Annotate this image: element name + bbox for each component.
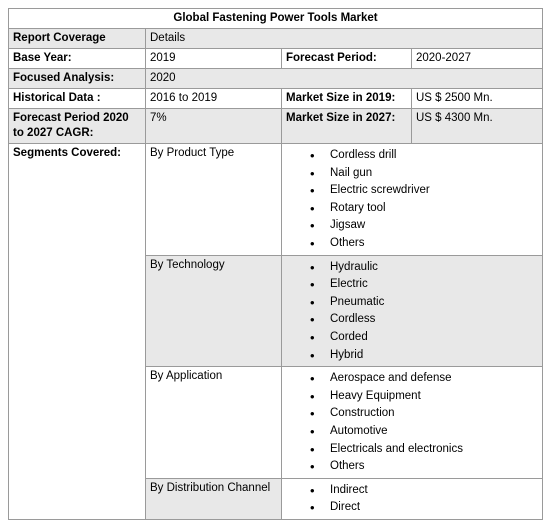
details-header: Details <box>146 29 543 49</box>
list-item: • Jigsaw <box>310 217 538 235</box>
segments-covered-label: Segments Covered: <box>9 144 146 520</box>
report-table-container <box>8 8 542 520</box>
list-item: • Cordless drill <box>310 147 538 165</box>
list-item: • Heavy Equipment <box>310 388 538 406</box>
list-item: • Pneumatic <box>310 294 538 312</box>
historical-data-value: 2016 to 2019 <box>146 89 282 109</box>
report-table <box>8 8 543 520</box>
list-item: • Hybrid <box>310 347 538 365</box>
segment-group-name: By Application <box>146 367 282 479</box>
segment-group-name: By Technology <box>146 255 282 367</box>
table-title: Global Fastening Power Tools Market <box>9 9 543 29</box>
market-size-2019-value: US $ 2500 Mn. <box>412 89 543 109</box>
historical-data-label: Historical Data : <box>9 89 146 109</box>
segment-group-name: By Product Type <box>146 144 282 256</box>
segment-list-application <box>310 370 538 476</box>
segment-items-cell <box>282 367 543 479</box>
list-item: • Others <box>310 458 538 476</box>
list-item: • Nail gun <box>310 165 538 183</box>
list-item: • Automotive <box>310 423 538 441</box>
segment-items-cell <box>282 478 543 519</box>
forecast-period-label: Forecast Period: <box>282 49 412 69</box>
market-size-2019-label: Market Size in 2019: <box>282 89 412 109</box>
list-item: • Indirect <box>310 482 538 500</box>
cagr-label: Forecast Period 2020 to 2027 CAGR: <box>9 109 146 144</box>
list-item: • Aerospace and defense <box>310 370 538 388</box>
list-item: • Others <box>310 235 538 253</box>
list-item: • Hydraulic <box>310 259 538 277</box>
segment-group-name: By Distribution Channel <box>146 478 282 519</box>
list-item: • Direct <box>310 499 538 517</box>
focused-analysis-value: 2020 <box>146 69 543 89</box>
list-item: • Electric <box>310 276 538 294</box>
segment-items-cell <box>282 144 543 256</box>
segment-list-distribution-channel <box>310 482 538 517</box>
report-coverage-header: Report Coverage <box>9 29 146 49</box>
list-item: • Rotary tool <box>310 200 538 218</box>
market-size-2027-value: US $ 4300 Mn. <box>412 109 543 144</box>
forecast-period-value: 2020-2027 <box>412 49 543 69</box>
list-item: • Cordless <box>310 311 538 329</box>
focused-analysis-label: Focused Analysis: <box>9 69 146 89</box>
base-year-value: 2019 <box>146 49 282 69</box>
base-year-label: Base Year: <box>9 49 146 69</box>
market-size-2027-label: Market Size in 2027: <box>282 109 412 144</box>
cagr-value: 7% <box>146 109 282 144</box>
segment-list-technology <box>310 259 538 365</box>
segment-list-product-type <box>310 147 538 253</box>
list-item: • Corded <box>310 329 538 347</box>
segment-items-cell <box>282 255 543 367</box>
list-item: • Electric screwdriver <box>310 182 538 200</box>
list-item: • Construction <box>310 405 538 423</box>
list-item: • Electricals and electronics <box>310 441 538 459</box>
